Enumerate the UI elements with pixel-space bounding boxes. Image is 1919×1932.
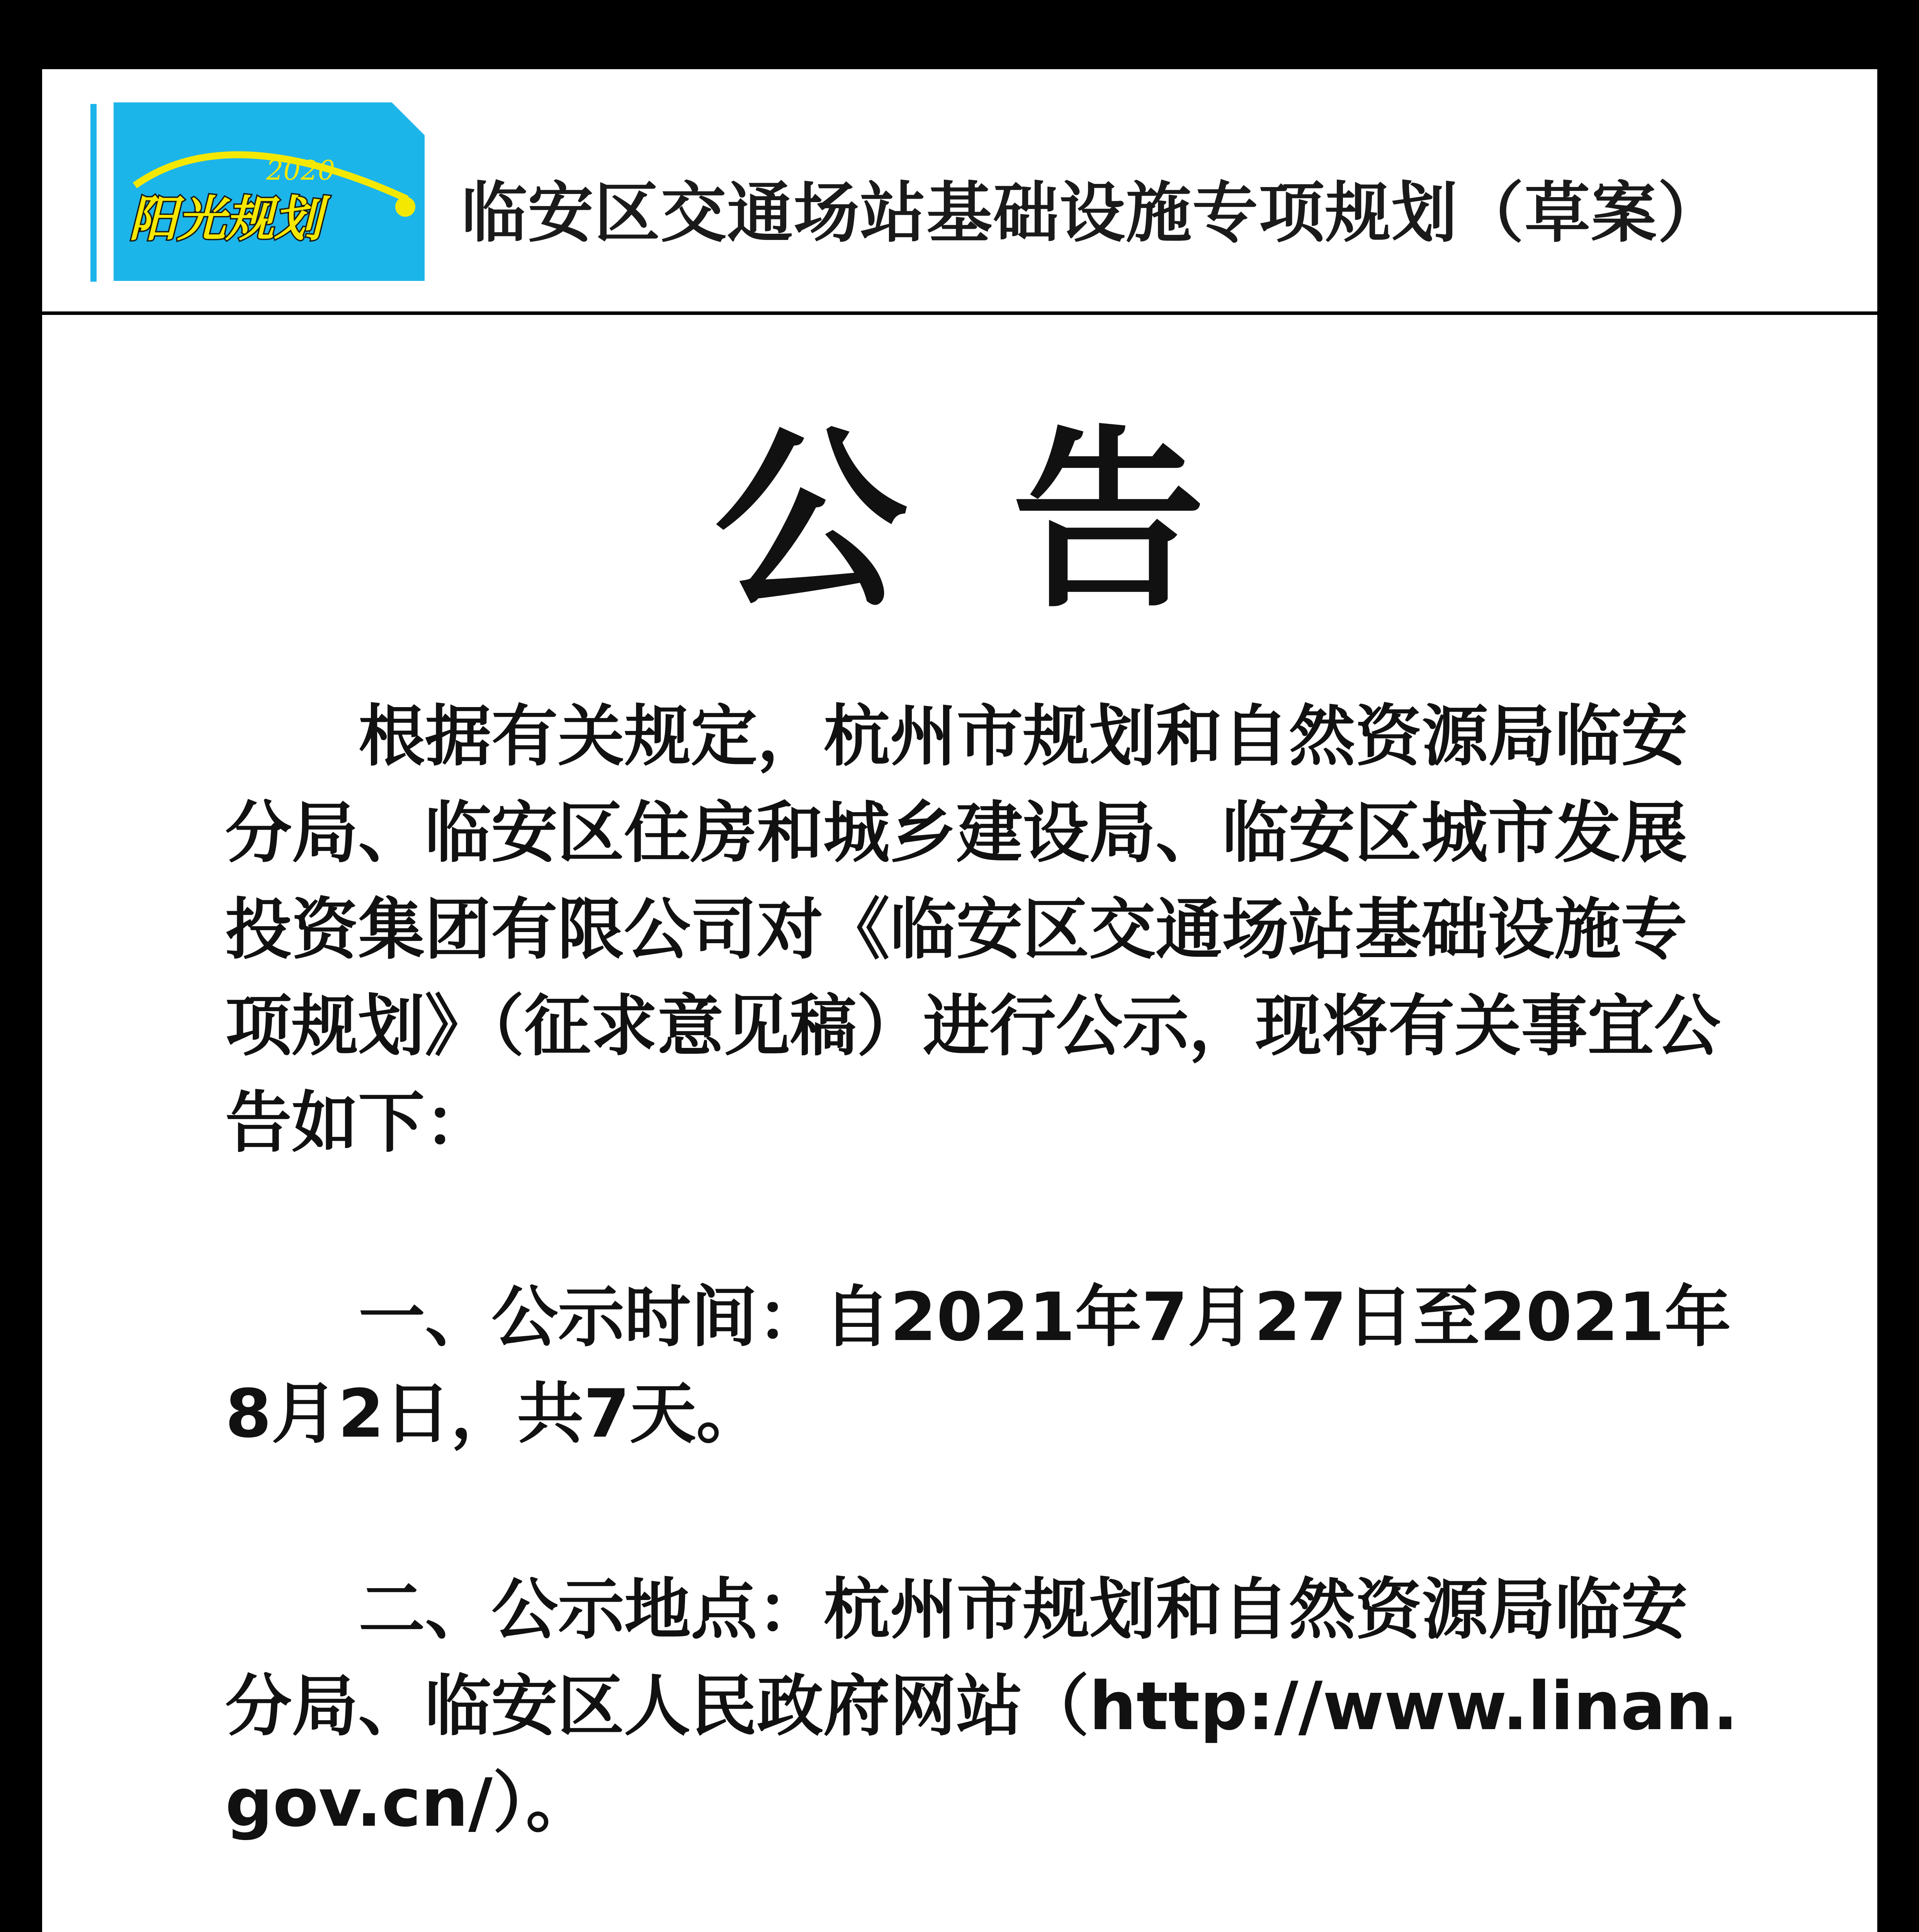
notice-intro bbox=[225, 688, 1740, 1171]
notice-title: 公告 bbox=[714, 409, 1309, 634]
header-title: 临安区交通场站基础设施专项规划（草案） bbox=[461, 175, 1724, 252]
notice-paragraph: 一、公示时间：自2021年7月27日至2021年8月2日，共7天。 bbox=[225, 1278, 1731, 1452]
notice-sheet bbox=[42, 69, 1877, 1932]
notice-item-time bbox=[225, 1269, 1740, 1462]
notice-paragraph: 二、公示地点：杭州市规划和自然资源局临安分局、临安区人民政府网站（http://www.linan.gov.cn/）。 bbox=[225, 1571, 1738, 1842]
logo-text: 阳光规划 bbox=[129, 191, 322, 247]
header-divider bbox=[42, 311, 1877, 315]
logo-accent-bar bbox=[90, 104, 97, 282]
notice-item-location bbox=[225, 1561, 1740, 1851]
sunshine-planning-logo bbox=[114, 102, 425, 281]
notice-paragraph: 根据有关规定，杭州市规划和自然资源局临安分局、临安区住房和城乡建设局、临安区城市发展投资集团有限公司对《临安区交通场站基础设施专项规划》（征求意见稿）进行公示，现将有关事宜公告如下： bbox=[225, 697, 1720, 1162]
logo-year: 2020 bbox=[266, 155, 335, 186]
